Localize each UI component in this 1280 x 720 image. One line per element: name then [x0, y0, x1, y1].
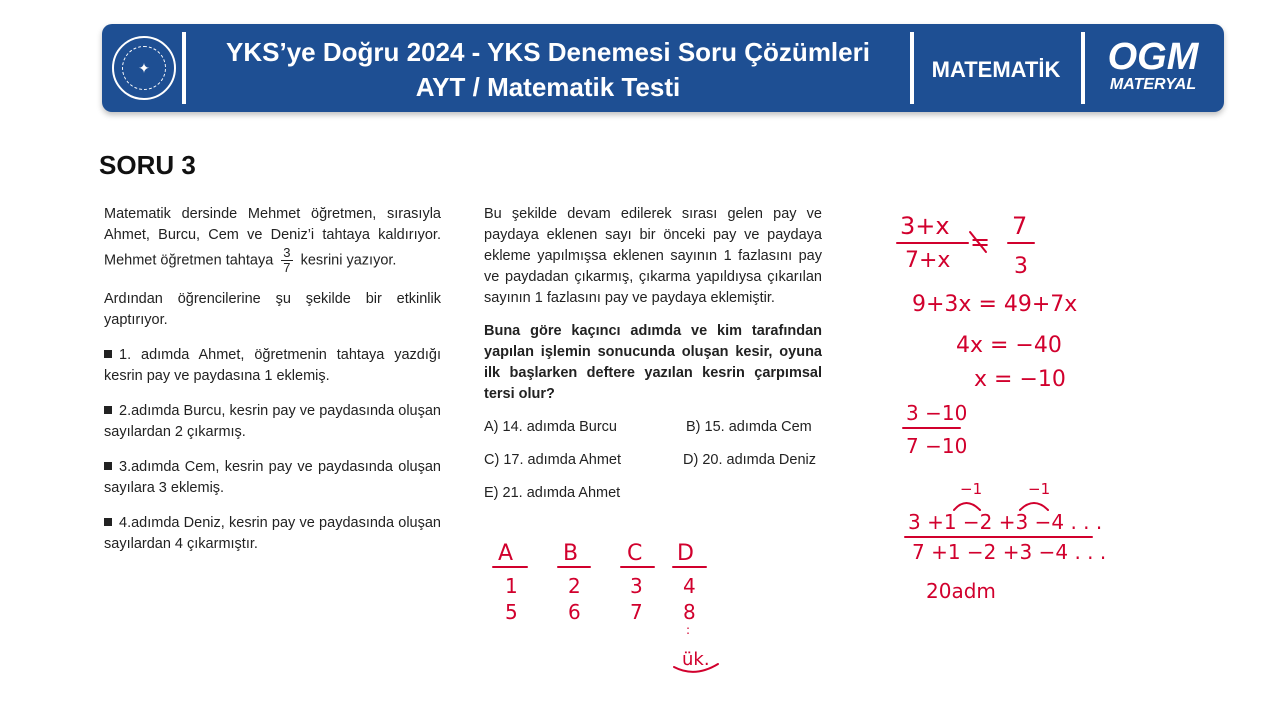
intro-text-end: kesrini yazıyor.: [300, 252, 397, 269]
eq-numerator: 7: [1012, 212, 1028, 240]
eq-denominator: 3: [1014, 254, 1028, 279]
question-title: SORU 3: [99, 150, 196, 180]
table-head-b: B: [563, 541, 579, 566]
answer-note: 20adm: [926, 579, 996, 603]
banner-title: YKS’ye Doğru 2024 - YKS Denemesi Soru Çözümleri: [226, 37, 870, 67]
table-cell: 4: [683, 574, 696, 598]
step-text: 4.adımda Deniz, kesrin pay ve paydasında oluşan sayılardan 4 çıkarmıştır.: [104, 515, 441, 552]
option-b[interactable]: B) 15. adımda Cem: [686, 419, 812, 435]
eq-denominator: 7+x: [905, 248, 951, 273]
rule-paragraph: Bu şekilde devam edilerek sırası gelen pay ve paydaya eklenen sayı bir önceki pay ve paydaya ekleme yapılmışsa eklenen sayının 1 fazlasını pay ve paydadan çıkarmış, çıkarma yapıldıysa çıkarılan sayının 1 fazlasını pay ve paydaya eklemiştir.: [484, 206, 822, 306]
intro2-paragraph: Ardından öğrencilerine şu şekilde bir etkinlik yaptırıyor.: [104, 291, 441, 328]
brand-logo: OGM: [1107, 36, 1199, 78]
table-cell: 7: [630, 600, 643, 624]
option-a[interactable]: A) 14. adımda Burcu: [484, 419, 617, 435]
table-head-c: C: [627, 541, 643, 566]
eq-sign: =: [970, 228, 991, 256]
fraction-numerator: 3: [283, 245, 291, 260]
seq-arc: [954, 503, 980, 510]
meb-emblem-icon: ✦: [112, 36, 176, 100]
table-cell: 2: [568, 574, 581, 598]
step-text: 3.adımda Cem, kesrin pay ve paydasında oluşan sayılara 3 eklemiş.: [104, 459, 441, 496]
step-text: 2.adımda Burcu, kesrin pay ve paydasında oluşan sayılardan 2 çıkarmış.: [104, 403, 441, 440]
table-head-a: A: [498, 541, 514, 566]
check-numerator: 3 −10: [906, 401, 968, 425]
seq-arc: [1020, 503, 1048, 510]
option-c[interactable]: C) 17. adımda Ahmet: [484, 452, 622, 468]
seq-mark: −1: [960, 480, 983, 498]
brand-logo-sub: MATERYAL: [1109, 76, 1197, 93]
seq-numerator: 3 +1 −2 +3 −4 . . .: [908, 510, 1103, 534]
table-cell: 1: [505, 574, 518, 598]
seq-denominator: 7 +1 −2 +3 −4 . . .: [912, 540, 1107, 564]
eq-line: x = −10: [974, 367, 1066, 392]
check-denominator: 7 −10: [906, 434, 968, 458]
fraction-denominator: 7: [283, 260, 291, 275]
table-dots: :: [686, 623, 691, 637]
equation-work: [897, 212, 1106, 603]
step-text: 1. adımda Ahmet, öğretmenin tahtaya yazdığı kesrin pay ve paydasına 1 eklemiş.: [104, 347, 441, 384]
option-e[interactable]: E) 21. adımda Ahmet: [484, 485, 621, 501]
eq-line: 9+3x = 49+7x: [912, 292, 1078, 317]
question-prompt: Buna göre kaçıncı adımda ve kim tarafından yapılan işlemin sonucunda oluşan kesir, oyuna ilk başlarken deftere yazılan kesrin çarpımsal tersi olur?: [484, 323, 822, 402]
eq-numerator: 3+x: [900, 212, 950, 240]
eq-line: 4x = −40: [956, 333, 1062, 358]
table-cell: 5: [505, 600, 518, 624]
intro-text: Matematik dersinde Mehmet öğretmen, sırasıyla Ahmet, Burcu, Cem ve Deniz’i tahtaya kaldırıyor. Mehmet öğretmen tahtaya: [104, 206, 441, 269]
table-head-d: D: [677, 541, 694, 566]
banner-subtitle: AYT / Matematik Testi: [415, 72, 681, 102]
table-note: ük.: [682, 649, 710, 670]
table-cell: 6: [568, 600, 581, 624]
seq-mark: −1: [1028, 480, 1051, 498]
table-cell: 8: [683, 600, 696, 624]
student-table: [493, 541, 718, 672]
option-d[interactable]: D) 20. adımda Deniz: [683, 452, 816, 468]
subject-label: MATEMATİK: [931, 57, 1061, 82]
table-cell: 3: [630, 574, 643, 598]
